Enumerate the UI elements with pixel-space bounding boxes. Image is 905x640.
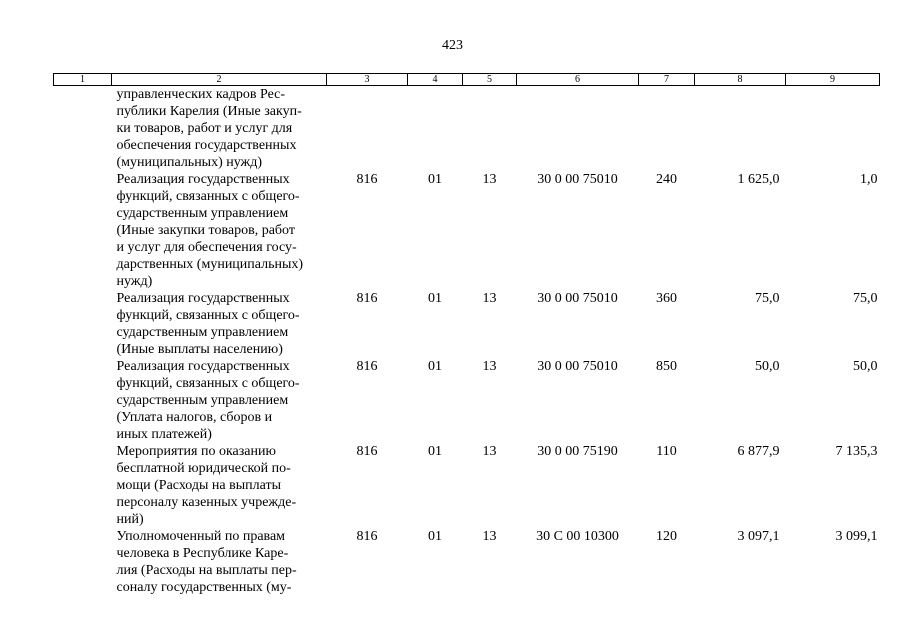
cell-target-article: 30 0 00 75010 [537,291,618,306]
cell-expense-type [639,86,695,172]
cell-amount-2: 3 099,1 [835,529,878,544]
cell-target-article: 30 С 00 10300 [536,529,619,544]
cell-amount-2: 50,0 [853,359,878,374]
cell-amount-1: 3 097,1 [737,529,780,544]
cell-amount-2: 75,0 [853,291,878,306]
column-header-1: 1 [54,74,112,86]
cell-admin-code: 816 [356,291,378,306]
row-description: управленческих кадров Рес- публики Карелия (Иные закуп- ки товаров, работ и услуг для обеспечения государственных (муниципальных) нужд) [116,87,302,170]
column-header-9: 9 [786,74,880,86]
cell-amount-1: 50,0 [755,359,780,374]
cell-section: 01 [428,291,442,306]
cell-subsection: 13 [482,529,497,544]
row-description: Реализация государственных функций, связанных с общего- сударственным управлением (Уплата налогов, сборов и иных платежей) [116,359,300,442]
cell-section: 01 [428,172,442,187]
cell-amount-1 [695,86,786,172]
cell-target-article: 30 0 00 75010 [537,172,618,187]
budget-table [53,73,880,596]
cell-section [408,86,463,172]
cell-section: 01 [428,359,442,374]
cell-expense-type: 120 [656,529,677,544]
cell-target-article: 30 0 00 75010 [537,359,618,374]
cell-admin-code: 816 [356,444,378,459]
cell-amount-2 [786,86,880,172]
cell-amount-2: 7 135,3 [835,444,878,459]
table-row [54,528,880,596]
cell-admin-code [327,86,408,172]
cell-subsection: 13 [482,291,497,306]
cell-target-article [517,86,639,172]
cell-expense-type: 240 [656,172,677,187]
row-description: Мероприятия по оказанию бесплатной юридической по- мощи (Расходы на выплаты персоналу казенных учрежде- ний) [116,444,297,527]
cell-amount-1: 6 877,9 [737,444,780,459]
column-header-2: 2 [112,74,327,86]
cell-section: 01 [428,444,442,459]
column-header-5: 5 [463,74,517,86]
column-header-7: 7 [639,74,695,86]
cell-expense-type: 850 [656,359,677,374]
table-body [54,86,880,597]
cell-admin-code: 816 [356,359,378,374]
row-description: Реализация государственных функций, связанных с общего- сударственным управлением (Иные закупки товаров, работ и услуг для обеспечения госу- дарственных (муниципальных) нужд) [116,172,304,289]
table-row [54,86,880,172]
row-description: Уполномоченный по правам человека в Республике Каре- лия (Расходы на выплаты пер- соналу государственных (му- [116,529,297,595]
cell-subsection [463,86,517,172]
table-row [54,443,880,528]
cell-subsection: 13 [482,444,497,459]
cell-subsection: 13 [482,172,497,187]
page-number: 423 [442,38,463,53]
cell-expense-type: 360 [656,291,677,306]
column-header-4: 4 [408,74,463,86]
cell-section: 01 [428,529,442,544]
cell-target-article: 30 0 00 75190 [537,444,618,459]
cell-amount-1: 1 625,0 [737,172,780,187]
row-description: Реализация государственных функций, связанных с общего- сударственным управлением (Иные выплаты населению) [116,291,300,357]
table-row [54,358,880,443]
header-row [54,74,880,86]
cell-subsection: 13 [482,359,497,374]
column-header-6: 6 [517,74,639,86]
column-header-3: 3 [327,74,408,86]
cell-admin-code: 816 [356,529,378,544]
cell-amount-1: 75,0 [755,291,780,306]
cell-amount-2: 1,0 [860,172,878,187]
table-row [54,290,880,358]
cell-admin-code: 816 [356,172,378,187]
column-header-8: 8 [695,74,786,86]
cell-expense-type: 110 [656,444,677,459]
table-row [54,171,880,290]
